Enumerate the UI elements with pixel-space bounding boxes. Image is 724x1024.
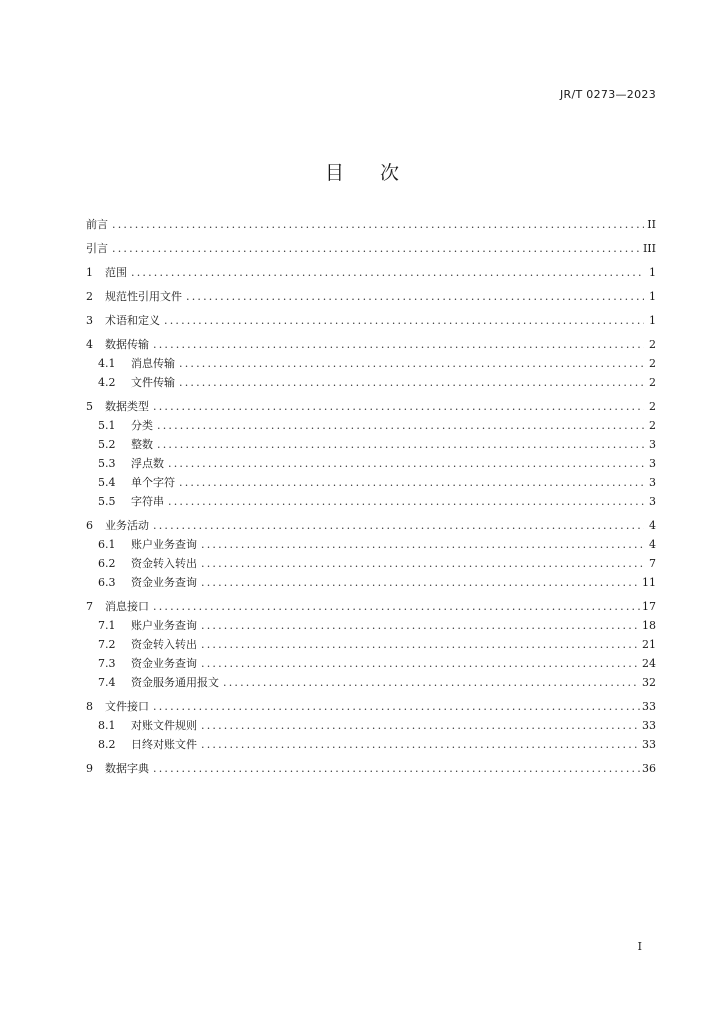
toc-entry-number: 7.4 bbox=[98, 676, 116, 689]
toc-entry-number: 7 bbox=[86, 600, 93, 613]
toc-entry-number: 9 bbox=[86, 762, 93, 775]
toc-entry[interactable] bbox=[86, 264, 656, 283]
toc-entry-page: 36 bbox=[642, 762, 656, 775]
toc-entry-page: III bbox=[642, 242, 656, 255]
toc-entry-label: 日终对账文件 bbox=[131, 738, 197, 751]
toc-leader-dots bbox=[157, 419, 644, 432]
toc-entry-page: 17 bbox=[642, 600, 656, 613]
toc-entry[interactable] bbox=[86, 517, 656, 536]
toc-entry-number: 6.1 bbox=[98, 538, 116, 551]
toc-entry-label: 字符串 bbox=[131, 495, 164, 508]
document-id-header: JR/T 0273—2023 bbox=[560, 88, 656, 101]
toc-entry-label: 对账文件规则 bbox=[131, 719, 197, 732]
toc-entry-label: 数据类型 bbox=[105, 400, 149, 413]
toc-entry-label: 浮点数 bbox=[131, 457, 164, 470]
toc-leader-dots bbox=[157, 438, 644, 451]
toc-entry[interactable] bbox=[86, 655, 656, 674]
toc-entry-page: II bbox=[647, 218, 656, 231]
toc-entry-number: 3 bbox=[86, 314, 93, 327]
toc-entry-number: 2 bbox=[86, 290, 93, 303]
toc-leader-dots bbox=[168, 457, 644, 470]
toc-leader-dots bbox=[179, 376, 644, 389]
toc-leader-dots bbox=[153, 600, 640, 613]
toc-leader-dots bbox=[179, 476, 644, 489]
table-of-contents bbox=[86, 216, 656, 779]
toc-entry[interactable] bbox=[86, 760, 656, 779]
toc-entry[interactable] bbox=[86, 574, 656, 593]
toc-entry-number: 1 bbox=[86, 266, 93, 279]
toc-entry-label: 前言 bbox=[86, 218, 108, 231]
toc-leader-dots bbox=[201, 657, 640, 670]
toc-entry-page: 32 bbox=[642, 676, 656, 689]
toc-entry[interactable] bbox=[86, 555, 656, 574]
toc-leader-dots bbox=[112, 218, 644, 231]
toc-entry-page: 3 bbox=[649, 495, 656, 508]
toc-entry-page: 24 bbox=[642, 657, 656, 670]
toc-entry-page: 3 bbox=[649, 457, 656, 470]
toc-entry-label: 规范性引用文件 bbox=[105, 290, 182, 303]
toc-entry-page: 4 bbox=[649, 538, 656, 551]
toc-leader-dots bbox=[131, 266, 644, 279]
toc-entry-page: 7 bbox=[649, 557, 656, 570]
toc-entry-number: 5.2 bbox=[98, 438, 116, 451]
toc-entry-page: 11 bbox=[642, 576, 656, 589]
toc-entry-label: 数据传输 bbox=[105, 338, 149, 351]
toc-entry-label: 账户业务查询 bbox=[131, 619, 197, 632]
toc-entry[interactable] bbox=[86, 288, 656, 307]
toc-entry[interactable] bbox=[86, 493, 656, 512]
title-part-2: 次 bbox=[380, 162, 400, 184]
toc-leader-dots bbox=[153, 338, 644, 351]
toc-leader-dots bbox=[153, 519, 644, 532]
toc-entry-page: 3 bbox=[649, 476, 656, 489]
toc-entry-page: 18 bbox=[642, 619, 656, 632]
toc-entry[interactable] bbox=[86, 598, 656, 617]
toc-entry-label: 引言 bbox=[86, 242, 108, 255]
toc-leader-dots bbox=[201, 638, 640, 651]
toc-entry-label: 资金转入转出 bbox=[131, 557, 197, 570]
toc-entry-label: 单个字符 bbox=[131, 476, 175, 489]
toc-entry[interactable] bbox=[86, 474, 656, 493]
toc-entry-number: 8.1 bbox=[98, 719, 116, 732]
toc-entry-label: 消息接口 bbox=[105, 600, 149, 613]
toc-leader-dots bbox=[179, 357, 644, 370]
toc-leader-dots bbox=[201, 538, 644, 551]
toc-entry-label: 数据字典 bbox=[105, 762, 149, 775]
toc-leader-dots bbox=[186, 290, 644, 303]
toc-entry-label: 术语和定义 bbox=[105, 314, 160, 327]
toc-entry[interactable] bbox=[86, 436, 656, 455]
toc-entry[interactable] bbox=[86, 636, 656, 655]
toc-entry-page: 33 bbox=[642, 700, 656, 713]
toc-leader-dots bbox=[201, 576, 640, 589]
toc-entry-page: 1 bbox=[649, 290, 656, 303]
toc-entry-number: 6.3 bbox=[98, 576, 116, 589]
toc-entry-number: 5.4 bbox=[98, 476, 116, 489]
toc-entry[interactable] bbox=[86, 717, 656, 736]
toc-entry[interactable] bbox=[86, 240, 656, 259]
toc-leader-dots bbox=[201, 738, 640, 751]
toc-entry[interactable] bbox=[86, 736, 656, 755]
toc-entry-page: 2 bbox=[649, 357, 656, 370]
toc-entry-number: 8 bbox=[86, 700, 93, 713]
toc-entry[interactable] bbox=[86, 536, 656, 555]
toc-entry-page: 1 bbox=[649, 266, 656, 279]
toc-entry-label: 整数 bbox=[131, 438, 153, 451]
toc-entry-label: 资金服务通用报文 bbox=[131, 676, 219, 689]
toc-entry[interactable] bbox=[86, 417, 656, 436]
toc-leader-dots bbox=[112, 242, 641, 255]
toc-entry-label: 资金业务查询 bbox=[131, 576, 197, 589]
toc-leader-dots bbox=[153, 400, 644, 413]
toc-entry-page: 33 bbox=[642, 738, 656, 751]
toc-entry[interactable] bbox=[86, 674, 656, 693]
toc-entry[interactable] bbox=[86, 355, 656, 374]
toc-entry-label: 业务活动 bbox=[105, 519, 149, 532]
page-number: I bbox=[637, 940, 642, 953]
toc-entry-page: 2 bbox=[649, 400, 656, 413]
toc-entry[interactable] bbox=[86, 312, 656, 331]
toc-entry[interactable] bbox=[86, 336, 656, 355]
toc-entry-page: 2 bbox=[649, 376, 656, 389]
toc-entry[interactable] bbox=[86, 455, 656, 474]
toc-entry-number: 6.2 bbox=[98, 557, 116, 570]
toc-entry[interactable] bbox=[86, 398, 656, 417]
toc-leader-dots bbox=[164, 314, 644, 327]
toc-entry-page: 1 bbox=[649, 314, 656, 327]
toc-entry-label: 范围 bbox=[105, 266, 127, 279]
toc-leader-dots bbox=[201, 557, 644, 570]
toc-entry[interactable] bbox=[86, 216, 656, 235]
toc-entry-label: 文件传输 bbox=[131, 376, 175, 389]
toc-entry-number: 5.1 bbox=[98, 419, 116, 432]
toc-entry-number: 5.5 bbox=[98, 495, 116, 508]
toc-entry-label: 资金业务查询 bbox=[131, 657, 197, 670]
toc-entry-page: 21 bbox=[642, 638, 656, 651]
toc-entry-page: 33 bbox=[642, 719, 656, 732]
toc-entry[interactable] bbox=[86, 374, 656, 393]
toc-leader-dots bbox=[168, 495, 644, 508]
toc-entry-page: 3 bbox=[649, 438, 656, 451]
toc-leader-dots bbox=[153, 762, 640, 775]
toc-entry-number: 7.1 bbox=[98, 619, 116, 632]
toc-entry-number: 4.1 bbox=[98, 357, 116, 370]
toc-entry-number: 4.2 bbox=[98, 376, 116, 389]
toc-entry-number: 6 bbox=[86, 519, 93, 532]
toc-entry-label: 账户业务查询 bbox=[131, 538, 197, 551]
toc-entry-page: 2 bbox=[649, 419, 656, 432]
toc-leader-dots bbox=[223, 676, 640, 689]
toc-entry[interactable] bbox=[86, 617, 656, 636]
toc-entry-label: 分类 bbox=[131, 419, 153, 432]
toc-entry-label: 资金转入转出 bbox=[131, 638, 197, 651]
toc-leader-dots bbox=[153, 700, 640, 713]
toc-entry-label: 消息传输 bbox=[131, 357, 175, 370]
toc-entry-number: 5 bbox=[86, 400, 93, 413]
toc-leader-dots bbox=[201, 619, 640, 632]
page-title bbox=[0, 158, 724, 185]
toc-entry-page: 2 bbox=[649, 338, 656, 351]
toc-entry-page: 4 bbox=[649, 519, 656, 532]
toc-entry-number: 4 bbox=[86, 338, 93, 351]
toc-entry-number: 7.3 bbox=[98, 657, 116, 670]
toc-leader-dots bbox=[201, 719, 640, 732]
title-part-1: 目 bbox=[324, 162, 344, 184]
toc-entry[interactable] bbox=[86, 698, 656, 717]
toc-entry-number: 5.3 bbox=[98, 457, 116, 470]
toc-entry-number: 7.2 bbox=[98, 638, 116, 651]
toc-entry-number: 8.2 bbox=[98, 738, 116, 751]
toc-entry-label: 文件接口 bbox=[105, 700, 149, 713]
